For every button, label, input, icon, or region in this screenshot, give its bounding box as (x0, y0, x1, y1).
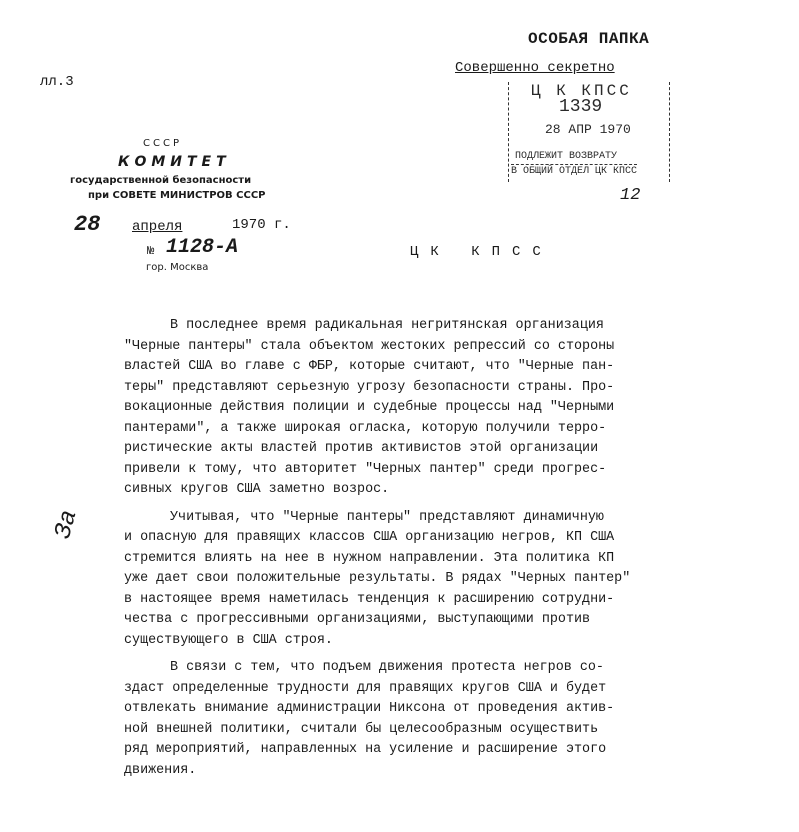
document-body (124, 316, 684, 788)
body-line: отвлекать внимание администрации Никсона от проведения актив- (124, 701, 615, 716)
body-line: и опасную для правящих классов США организацию негров, КП США (124, 530, 615, 545)
body-line: в настоящее время наметилась тенденция к расширению сотрудни- (124, 591, 615, 607)
body-line: "Черные пантеры" стала объектом жестоких репрессий со стороны (124, 338, 615, 354)
body-line: движения. (124, 762, 197, 778)
document-number-prefix: № (147, 244, 155, 258)
sheet-number: лл.3 (40, 74, 74, 90)
sender-org-line1: государственной безопасности (70, 175, 252, 186)
body-line: чества с прогрессивными организациями, выступающими против (124, 612, 591, 627)
document-number: 1128-А (166, 236, 239, 259)
body-line: существующего в США строя. (124, 632, 333, 648)
sender-org-line2: при СОВЕТЕ МИНИСТРОВ СССР (88, 190, 266, 201)
body-line: пантерами", а также широкая огласка, которую получили терро- (124, 420, 607, 436)
addressee: ЦК КПСС (410, 244, 553, 260)
body-line: стремится влиять на нее в нужном направлении. Эта политика КП (124, 550, 615, 566)
date-year: 1970 г. (232, 217, 291, 233)
date-month: апреля (132, 219, 183, 235)
sender-country: СССР (143, 138, 182, 149)
stamp-org: Ц К КПСС (531, 82, 632, 100)
body-line: властей США во главе с ФБР, которые считают, что "Черные пан- (124, 359, 615, 374)
body-line: В последнее время радикальная негритянская организация (170, 318, 604, 333)
body-line: ной внешней политики, считали бы целесообразным осуществить (124, 721, 599, 737)
body-line: вокационные действия полиции и судебные процессы над "Черными (124, 400, 615, 415)
stamp-number: 1339 (559, 97, 603, 117)
date-day: 28 (74, 212, 101, 237)
paragraph-1 (124, 316, 684, 501)
stamp-date: 28 АПР 1970 (545, 122, 631, 137)
stamp-department: В ОБЩИЙ ОТДЕЛ ЦК КПСС (511, 166, 638, 177)
margin-handwritten-mark: За (50, 507, 84, 542)
sender-committee: КОМИТЕТ (118, 154, 231, 170)
stamp-return-note: ПОДЛЕЖИТ ВОЗВРАТУ (515, 151, 618, 162)
paragraph-2 (124, 508, 684, 652)
body-line: ряд мероприятий, направленных на усиление и расширение этого (124, 742, 607, 757)
registration-stamp (508, 82, 670, 182)
special-folder-label: ОСОБАЯ ПАПКА (528, 30, 650, 48)
paragraph-3 (124, 658, 684, 781)
body-line: В связи с тем, что подъем движения протеста негров со- (170, 660, 604, 675)
body-line: теры" представляют серьезную угрозу безопасности страны. Про- (124, 379, 615, 395)
stamp-handwritten-number: 12 (620, 186, 641, 205)
body-line: сивных кругов США заметно возрос. (124, 482, 390, 497)
body-line: здаст определенные трудности для правящих кругов США и будет (124, 680, 607, 696)
body-line: Учитывая, что "Черные пантеры" представляют динамичную (170, 509, 604, 525)
top-secret-label: Совершенно секретно (455, 60, 615, 76)
body-line: уже дает свои положительные результаты. В рядах "Черных пантер" (124, 571, 631, 586)
body-line: ристические акты властей против активистов этой организации (124, 441, 599, 456)
body-line: привели к тому, что авторитет "Черных пантер" среди прогрес- (124, 461, 607, 477)
sender-city: гор. Москва (146, 262, 209, 273)
